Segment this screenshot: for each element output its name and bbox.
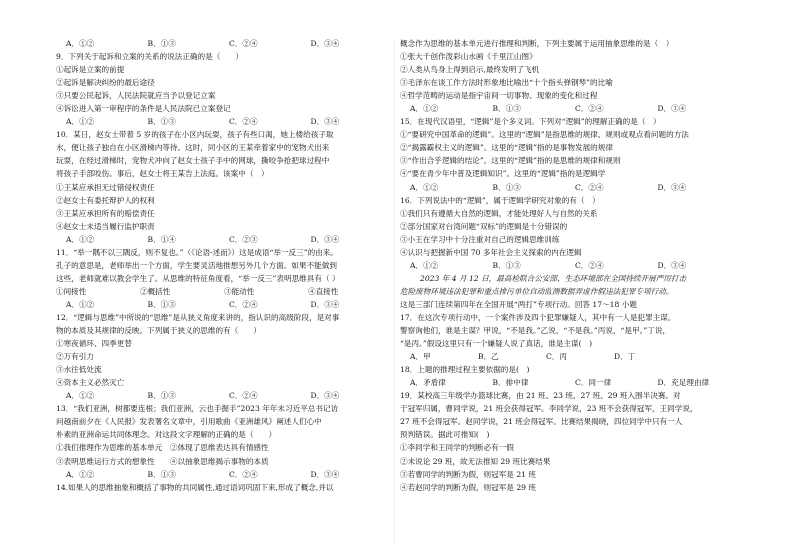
left-column bbox=[56, 37, 392, 549]
q19-stem-3: 27 班不会得冠军。赵同学说，21 班会得冠军。比赛结果揭晓，四位同学中只有一人 bbox=[400, 417, 683, 427]
q10-item-2: ②赵女士有委托辩护人的权利 bbox=[56, 195, 155, 205]
q11-item-2: ②概括性 bbox=[140, 286, 171, 296]
q11-stem-1: 11．“举一隅不以三隅反，则不复也。”（《论语·述而》）这是成语“举一反三”的由来。 bbox=[56, 247, 338, 257]
option-b: B．①③ bbox=[147, 299, 176, 309]
q17-options bbox=[400, 350, 740, 363]
option-b: B．①③ bbox=[147, 391, 176, 401]
option-d: D．③④ bbox=[310, 39, 340, 48]
q11-item-3: ③能动性 bbox=[224, 286, 255, 296]
option-d: D．③④ bbox=[310, 299, 340, 309]
option-d: D．③④ bbox=[310, 391, 340, 401]
option-b: B．①④ bbox=[147, 234, 176, 244]
option-c: C．同一律 bbox=[575, 378, 612, 388]
option-b: B．①③ bbox=[147, 117, 176, 127]
q10-options bbox=[56, 233, 392, 246]
q12-item-3: ③水往低处流 bbox=[56, 365, 102, 375]
option-d: D．③④ bbox=[310, 234, 340, 244]
q15-item-2: ②“揭露霸权主义的逻辑”。这里的“逻辑”指的是事物发展的规律 bbox=[400, 143, 613, 153]
q19-item-2: ②未说论 29 班，故无法推知 29 班比赛结果 bbox=[400, 456, 551, 466]
option-c: C．②④ bbox=[229, 469, 258, 479]
option-a: A．①② bbox=[410, 182, 439, 192]
option-b: B．排中律 bbox=[492, 378, 529, 388]
q17-material-3: 这是三部门连续第四年在全国开展“两打”专项行动。回答 17～18 小题 bbox=[400, 299, 637, 309]
q9-item-2: ②起诉是解决纠纷的最后途径 bbox=[56, 78, 155, 88]
q9-item-1: ①起诉是立案的前提 bbox=[56, 65, 125, 75]
q12-item-2: ②万有引力 bbox=[56, 352, 94, 362]
q12-item-1: ①寒夜循环、四季更替 bbox=[56, 339, 132, 349]
q14-stem-cont: 概念作为思维的基本单元进行推理和判断，下列主要属于运用抽象思维的是（ ） bbox=[400, 39, 674, 48]
q10-item-4: ④赵女士未适当履行监护职责 bbox=[56, 221, 155, 231]
q12-item-4: ④资本主义必然灭亡 bbox=[56, 378, 125, 388]
q18-options bbox=[400, 376, 740, 389]
column-divider bbox=[394, 40, 395, 545]
q14-stem-start: 14.如果人的思维抽象和概括了事物的共同属性,通过语词巩固下来,形成了概念,并以 bbox=[56, 482, 334, 492]
right-column bbox=[400, 37, 740, 549]
q16-options bbox=[400, 259, 740, 272]
q16-item-1: ①我们只有遵循大自然的逻辑，才能处理好人与自然的关系 bbox=[400, 208, 598, 218]
q13-options bbox=[56, 468, 392, 481]
q17-stem-1: 17．在这次专项行动中，一个案件涉及四个犯罪嫌疑人，其中有一人是犯罪主谋。 bbox=[400, 312, 676, 322]
q10-item-3: ③王某应承担所有的赔偿责任 bbox=[56, 208, 155, 218]
option-a: A．甲 bbox=[410, 352, 431, 362]
q12-options bbox=[56, 389, 392, 402]
q18-stem: 18．上题的推理过程主要依据的是( ) bbox=[400, 365, 530, 375]
q15-options bbox=[400, 181, 740, 194]
q9-item-4: ④诉讼进入第一审程序的条件是人民法院已立案登记 bbox=[56, 104, 231, 114]
q16-item-2: ②部分国家对台湾问题“双标”的逻辑是十分错误的 bbox=[400, 221, 568, 231]
option-d: D．③④ bbox=[310, 469, 340, 479]
option-c: C．②④ bbox=[229, 391, 258, 401]
q9-item-3: ③只要公民起诉，人民法院就应当予以登记立案 bbox=[56, 91, 216, 101]
q9-options bbox=[56, 115, 392, 128]
q11-items bbox=[56, 285, 392, 298]
q11-item-1: ①间接性 bbox=[56, 286, 87, 296]
q19-stem-4: 预判错误。据此可推知( ) bbox=[400, 430, 490, 440]
q19-stem-1: 19．某校高三年级学办篮球比赛，由 21 班、23 班、27 班、29 班入围半决赛。对 bbox=[400, 391, 681, 401]
q8-options bbox=[56, 37, 392, 50]
q14-options bbox=[400, 102, 740, 115]
option-c: C．②③ bbox=[229, 234, 258, 244]
q17-material-2: 危险废物环境违法犯罪和重点排污单位自动监测数据弄虚作假违法犯罪专项行动。 bbox=[400, 286, 674, 296]
q9-stem: 9．下列关于起诉和立案的关系的说法正确的是（ ） bbox=[56, 52, 244, 62]
q19-item-3: ③若曹同学的判断为假，则冠军是 21 班 bbox=[400, 469, 536, 479]
option-b: B．①③ bbox=[147, 39, 176, 48]
option-a: A．①② bbox=[410, 260, 439, 270]
option-d: D．③④ bbox=[657, 104, 687, 114]
option-b: B．①③ bbox=[492, 260, 521, 270]
q12-stem-2: 物的本质及其规律的反映。下列属于狭义的思维的有（ ） bbox=[56, 326, 262, 336]
q19-item-4: ④若赵同学的判断为假，则冠军是 29 班 bbox=[400, 482, 536, 492]
q11-stem-3: 这些，老师就难以教会学生了。从思维的特征角度看，“举一反三”表明思维具有（ ） bbox=[56, 273, 340, 283]
option-c: C．②④ bbox=[575, 260, 604, 270]
q11-stem-2: 孔子的意思是，老师举出一个方面，学生要灵活地推想另外几个方面。如果不能做到 bbox=[56, 260, 337, 270]
q16-item-4: ④认识与把握新中国 70 多年社会主义探索的内在逻辑 bbox=[400, 247, 582, 257]
option-b: B．①③ bbox=[147, 469, 176, 479]
q11-options bbox=[56, 298, 392, 311]
q16-item-3: ③小王在学习中十分注重对自己的逻辑思维训练 bbox=[400, 234, 560, 244]
q16-stem: 16．下列说法中的“逻辑”，属于逻辑学研究对象的有（ ） bbox=[400, 195, 600, 205]
option-a: A．矛盾律 bbox=[410, 378, 446, 388]
q17-material-1: 2023 年 4 月 12 日，最高检联合公安部、生态环境部在全国持续开展严厉打击 bbox=[420, 273, 687, 283]
q15-item-3: ③“作出合乎逻辑的结论”。这里的“逻辑”指的是思维的规律和规则 bbox=[400, 156, 621, 166]
option-a: A．①② bbox=[66, 39, 95, 48]
q19-stem-2: 于冠军归属，曹同学说，21 班会获得冠军。李同学说，23 班不会获得冠军，王同学说， bbox=[400, 404, 698, 414]
option-a: A．①② bbox=[66, 391, 95, 401]
option-a: A．①② bbox=[66, 299, 95, 309]
option-c: C．②④ bbox=[229, 117, 258, 127]
option-a: A．①② bbox=[66, 469, 95, 479]
q15-stem: 15．在现代汉语里，“逻辑”是个多义词。下列对“逻辑”的理解正确的是（ ） bbox=[400, 117, 661, 127]
q13-stem-2: 问越南前夕在《人民报》发表署名文章中，引用歌曲《亚洲雄风》阐述人们心中 bbox=[56, 417, 322, 427]
q13-items-2: ③表明思维运行方式的想象性 ④以抽象思维揭示事物的本质 bbox=[56, 456, 269, 466]
option-b: B．①③ bbox=[492, 104, 521, 114]
option-c: C．②④ bbox=[575, 104, 604, 114]
q10-stem-4: 将孩子手部咬伤。事后，赵女士将王某告上法庭。该案中（ ） bbox=[56, 169, 269, 179]
q10-stem-2: 水，便让孩子独自在小区滑梯内等待。这时，同小区的王某牵着家中的宠物犬出来 bbox=[56, 143, 330, 153]
option-d: D．丁 bbox=[614, 352, 636, 362]
q14-item-1: ①张大千创作泼彩山水画《千里江山图》 bbox=[400, 52, 537, 62]
q17-stem-3: “是丙。”假设这里只有一个嫌疑人说了真话，谁是主谋( ) bbox=[400, 339, 593, 349]
option-b: B．①③ bbox=[492, 182, 521, 192]
q13-stem-1: 13．“我们亚洲，树都要连根；我们亚洲，云也手握手”2023 年年末习近平总书记访 bbox=[56, 404, 339, 414]
q14-item-2: ②人类从鸟身上得到启示,最终发明了飞机 bbox=[400, 65, 540, 75]
option-a: A．①② bbox=[66, 234, 95, 244]
q14-item-4: ④哲学范畴的运动是指宇宙间一切事物、现象的变化和过程 bbox=[400, 91, 598, 101]
option-d: D．③④ bbox=[657, 260, 687, 270]
option-d: D．③④ bbox=[310, 117, 340, 127]
option-c: C．②④ bbox=[229, 299, 258, 309]
q10-item-1: ①王某应承担无过错侵权责任 bbox=[56, 182, 155, 192]
q14-item-3: ③毛泽东在谈工作方法时形象地比喻出“十个指头弹钢琴”的比喻 bbox=[400, 78, 613, 88]
option-d: D．充足理由律 bbox=[657, 378, 710, 388]
q11-item-4: ④直接性 bbox=[308, 286, 339, 296]
option-c: C．丙 bbox=[546, 352, 567, 362]
option-a: A．①② bbox=[66, 117, 95, 127]
option-b: B．乙 bbox=[478, 352, 499, 362]
option-c: C．②④ bbox=[575, 182, 604, 192]
option-a: A．①② bbox=[410, 104, 439, 114]
q10-stem-1: 10．某日，赵女士带着 5 岁的孩子在小区内玩耍，孩子有些口渴，她上楼给孩子取 bbox=[56, 130, 334, 140]
q10-stem-3: 玩耍，在经过滑梯时，宠物犬冲向了赵女士孩子手中的网球，撕咬争抢把球过程中 bbox=[56, 156, 330, 166]
option-d: D．③④ bbox=[657, 182, 687, 192]
q15-item-4: ④“要在青少年中普及逻辑知识”。这里的“逻辑”指的是逻辑学 bbox=[400, 169, 606, 179]
q12-stem-1: 12．“逻辑与思维”中所说的“思维”是从狭义角度来讲的，指认识的高级阶段，是对事 bbox=[56, 312, 340, 322]
q17-stem-2: 警察询他们，谁是主谋？甲说，“不是我。”乙说，“不是我。”丙说，“是甲。”丁说， bbox=[400, 326, 671, 336]
q19-item-1: ①李同学和王同学的判断必有一假 bbox=[400, 443, 514, 453]
q15-item-1: ①“要研究中国革命的逻辑”。这里的“逻辑”是指思维的规律、规则或观点看问题的方法 bbox=[400, 130, 689, 140]
q13-stem-3: 朴素的亚洲命运共同体理念。对这段文字理解的正确的是（ ） bbox=[56, 430, 277, 440]
q13-items-1: ①我们推理作为思维的基本单元 ②体现了思维表达具有情感性 bbox=[56, 443, 269, 453]
option-c: C．②④ bbox=[229, 39, 258, 48]
